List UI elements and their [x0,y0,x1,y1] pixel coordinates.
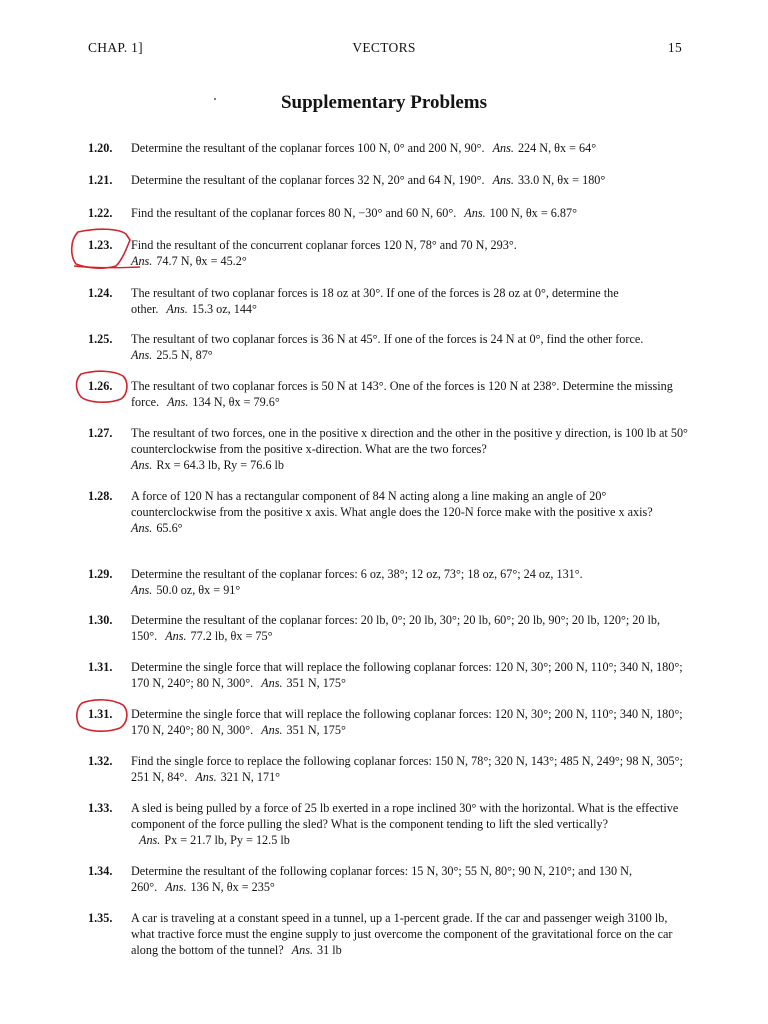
problem-number: 1.20. [88,141,113,155]
answer-label: Ans. [131,458,153,472]
answer-value: 15.3 oz, 144° [191,302,257,316]
answer-value: 33.0 N, θx = 180° [517,173,606,187]
problem-1-32 [88,753,693,785]
problem-1-21 [88,172,693,188]
answer-label: Ans. [131,583,153,597]
section-title: Supplementary Problems [280,92,487,113]
problem-1-22 [88,205,693,221]
problem-text: Determine the single force that will replace the following coplanar forces: 120 N, 30°; 200 N, 110°; 340 N, 180°; 170 N, 240°; 80 N, 300°. [131,707,683,737]
answer-label: Ans. [131,254,153,268]
problem-number: 1.31. [88,660,113,674]
problem-number: 1.22. [88,206,113,220]
answer-label: Ans. [261,723,283,737]
problem-text: Determine the single force that will replace the following coplanar forces: 120 N, 30°; 200 N, 110°; 340 N, 180°; 170 N, 240°; 80 N, 300°. [131,660,683,690]
answer-value: 100 N, θx = 6.87° [489,206,577,220]
problem-1-20 [88,140,693,156]
problem-number: 1.24. [88,286,113,300]
problem-1-25 [88,331,693,363]
answer-value: 65.6° [156,521,183,535]
answer-value: 77.2 lb, θx = 75° [190,629,273,643]
problem-number: 1.25. [88,332,113,346]
problem-number: 1.31. [88,707,113,721]
running-head-section: VECTORS [352,40,416,55]
problem-1-23 [88,237,693,269]
problem-1-31-duplicate [88,706,693,738]
problem-number: 1.34. [88,864,113,878]
answer-label: Ans. [165,880,187,894]
problem-text: Find the resultant of the coplanar forces 80 N, −30° and 60 N, 60°. [131,206,457,220]
problem-text: The resultant of two coplanar forces is 36 N at 45°. If one of the forces is 24 N at 0°, find the other force. [131,332,644,346]
answer-value: 25.5 N, 87° [156,348,213,362]
answer-label: Ans. [131,348,153,362]
problem-number: 1.23. [88,238,113,252]
answer-value: Px = 21.7 lb, Py = 12.5 lb [164,833,290,847]
problem-1-28 [88,488,693,536]
problem-number: 1.27. [88,426,113,440]
problem-number: 1.21. [88,173,113,187]
problem-number: 1.29. [88,567,113,581]
answer-label: Ans. [261,676,283,690]
page-number: 15 [667,40,682,55]
answer-label: Ans. [291,943,313,957]
answer-label: Ans. [167,395,189,409]
problem-text: A sled is being pulled by a force of 25 lb exerted in a rope inclined 30° with the horizontal. What is the effective component of the force pulling the sled? What is the component tending to lift the sled vertically? [131,801,679,831]
problem-1-31 [88,659,693,691]
problem-1-29 [88,566,693,598]
problem-1-30 [88,612,693,644]
answer-value: 224 N, θx = 64° [517,141,597,155]
problem-text: Determine the resultant of the coplanar forces 32 N, 20° and 64 N, 190°. [131,173,485,187]
problem-text: Determine the resultant of the coplanar forces 100 N, 0° and 200 N, 90°. [131,141,485,155]
answer-value: 134 N, θx = 79.6° [192,395,280,409]
answer-label: Ans. [131,521,153,535]
problem-text: The resultant of two coplanar forces is 18 oz at 30°. If one of the forces is 28 oz at 0°, determine the other. [131,286,619,316]
problem-text: The resultant of two forces, one in the positive x direction and the other in the positive y direction, is 100 lb at 50° counterclockwise from the positive x-direction. What are the two forces? [131,426,688,456]
answer-label: Ans. [166,302,188,316]
problem-1-35 [88,910,693,958]
answer-label: Ans. [139,833,161,847]
problem-text: The resultant of two coplanar forces is 50 N at 143°. One of the forces is 120 N at 238°. Determine the missing force. [131,379,673,409]
problem-number: 1.28. [88,489,113,503]
answer-label: Ans. [492,141,514,155]
problem-number: 1.30. [88,613,113,627]
answer-label: Ans. [195,770,217,784]
answer-value: 50.0 oz, θx = 91° [156,583,241,597]
problem-1-24 [88,285,693,317]
answer-value: 321 N, 171° [220,770,281,784]
problem-number: 1.33. [88,801,113,815]
problem-text: Determine the resultant of the following coplanar forces: 15 N, 30°; 55 N, 80°; 90 N, 210°; and 130 N, 260°. [131,864,632,894]
problem-text: Determine the resultant of the coplanar forces: 20 lb, 0°; 20 lb, 30°; 20 lb, 60°; 20 lb, 90°; 20 lb, 120°; 20 lb, 150°. [131,613,661,643]
problem-text: Determine the resultant of the coplanar forces: 6 oz, 38°; 12 oz, 73°; 18 oz, 67°; 24 oz, 131°. [131,567,583,581]
answer-value: 136 N, θx = 235° [190,880,275,894]
problem-number: 1.32. [88,754,113,768]
problem-number: 1.35. [88,911,113,925]
running-head-chapter: CHAP. 1] [88,40,143,55]
answer-value: 351 N, 175° [286,676,346,690]
answer-label: Ans. [165,629,187,643]
problem-text: A force of 120 N has a rectangular component of 84 N acting along a line making an angle of 20° counterclockwise from the positive x axis. What angle does the 120-N force make with the positive x axis? [131,489,653,519]
answer-value: 351 N, 175° [286,723,346,737]
problem-number: 1.26. [88,379,113,393]
answer-label: Ans. [464,206,486,220]
problem-text: Find the resultant of the concurrent coplanar forces 120 N, 78° and 70 N, 293°. [131,238,517,252]
problem-1-27 [88,425,693,473]
problem-1-26 [88,378,693,410]
answer-value: 74.7 N, θx = 45.2° [156,254,247,268]
answer-value: Rx = 64.3 lb, Ry = 76.6 lb [156,458,285,472]
problem-text: A car is traveling at a constant speed in a tunnel, up a 1-percent grade. If the car and passenger weigh 3100 lb, what tractive force must the engine supply to just overcome the component of the gravitational force on the car along the bottom of the tunnel? [131,911,673,957]
problem-1-33 [88,800,693,848]
answer-label: Ans. [492,173,514,187]
problem-text: Find the single force to replace the following coplanar forces: 150 N, 78°; 320 N, 143°; 485 N, 249°; 98 N, 305°; 251 N, 84°. [131,754,683,784]
answer-value: 31 lb [316,943,342,957]
problem-1-34 [88,863,693,895]
